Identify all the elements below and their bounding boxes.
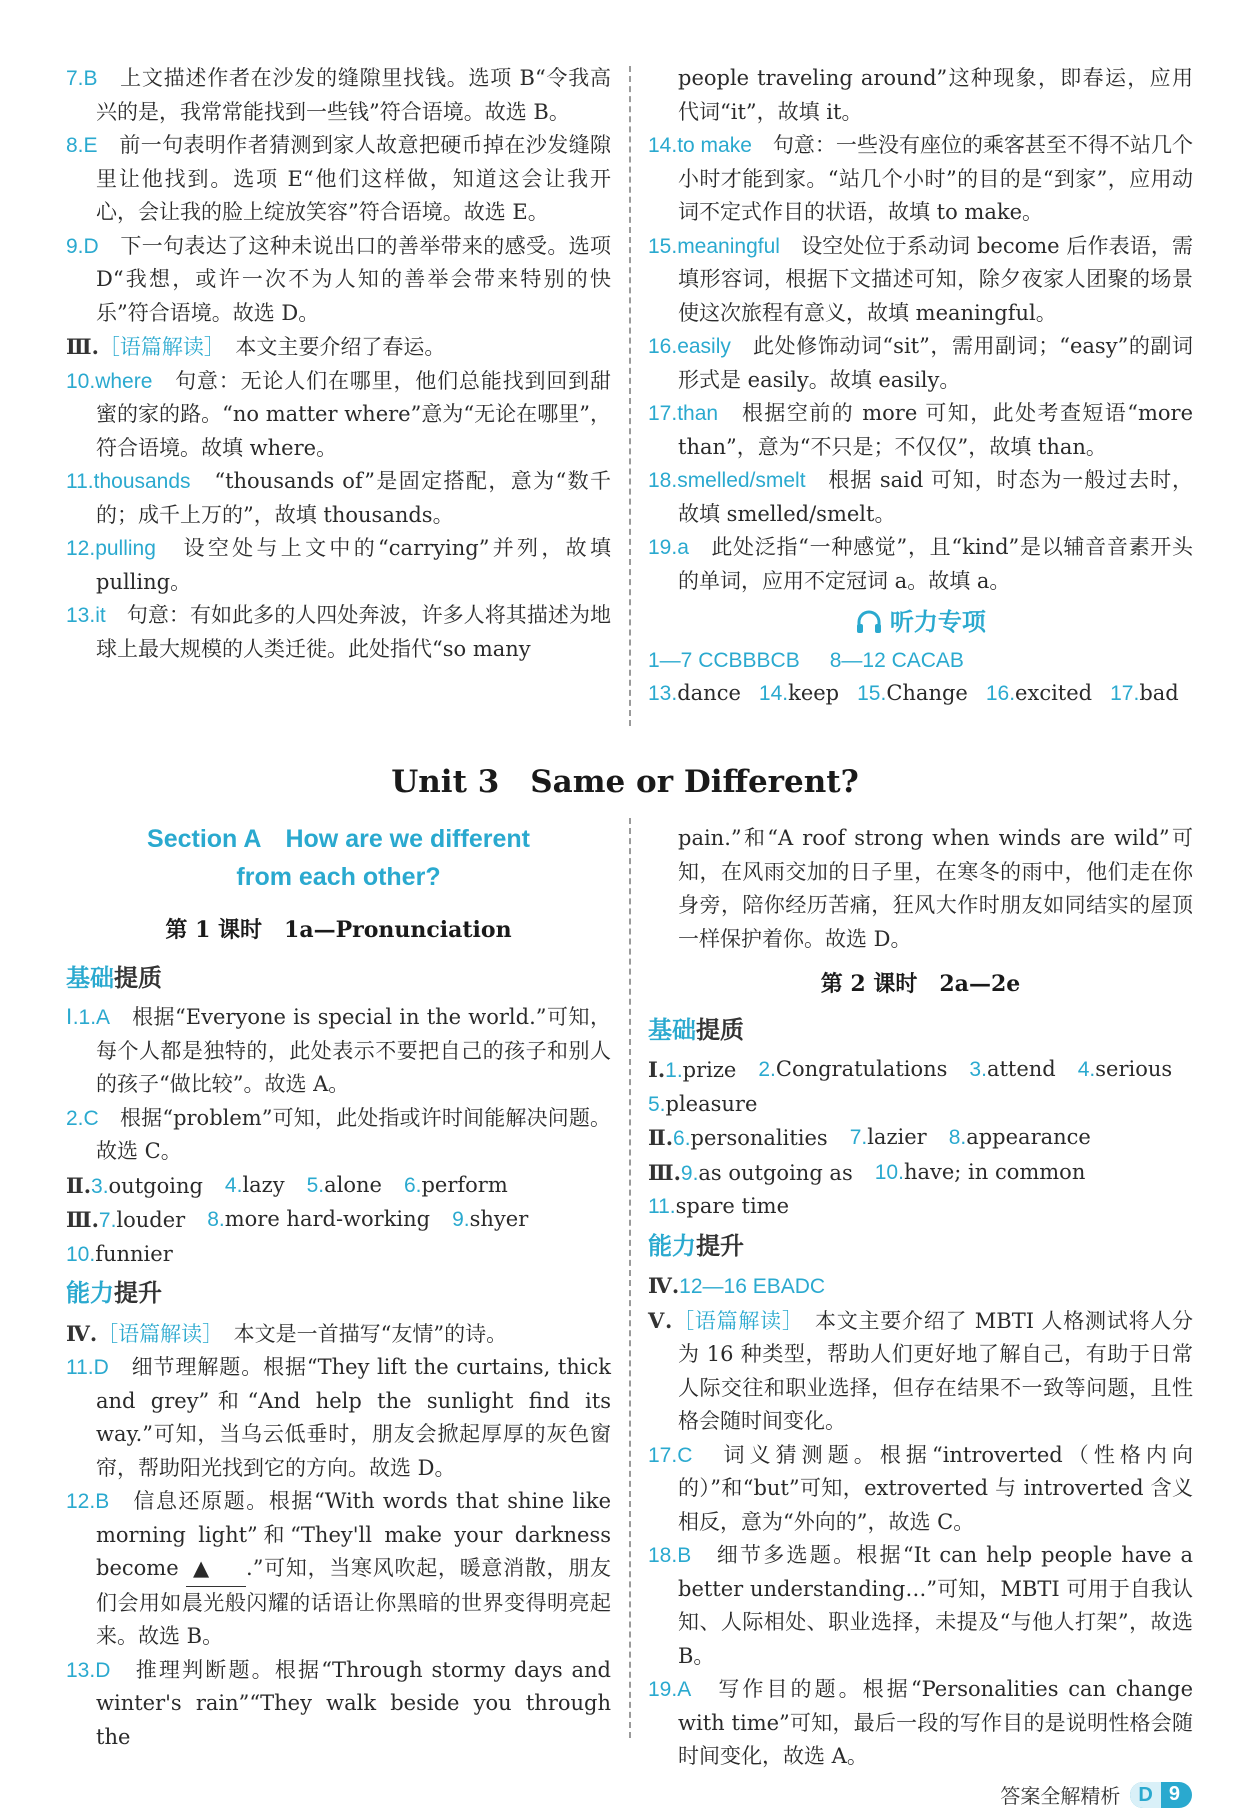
answer-item: 8.appearance (948, 1125, 1091, 1149)
lesson-2-heading: 第 2 课时 2a—2e (820, 971, 1021, 997)
top-left-item-0: 7.B 上文描述作者在沙发的缝隙里找钱。选项 B“令我高兴的是，我常常能找到一些钱”符合语境。故选 B。 (66, 66, 612, 124)
lesson-1-heading: 第 1 课时 1a—Pronunciation (165, 917, 512, 943)
answer-item: Ⅱ.6.personalities (648, 1125, 828, 1150)
answer-item: 4.lazy (224, 1172, 285, 1197)
lesson2-part-iii (648, 1156, 1193, 1224)
bottom-left-column (66, 914, 611, 1754)
answer-item: Ⅰ.1.prize (648, 1057, 737, 1082)
right-item-0: people traveling around”这种现象，即春运，应用代词“it”，故填 it。 (678, 66, 1193, 124)
lesson1-part-iii (66, 1203, 611, 1271)
answer-item: 8.more hard-working (207, 1207, 431, 1231)
answer-item: 17.bad (1110, 681, 1179, 705)
listening-row-1: 1—7 CCBBBCB 8—12 CACAB (648, 648, 964, 672)
page-badge: D 9 (1130, 1782, 1192, 1808)
listening-heading: 听力专项 (648, 606, 1193, 640)
answer-item: 4.serious (1077, 1057, 1173, 1081)
right-item-1: 14.to make 句意：一些没有座位的乘客甚至不得不站几个小时才能到家。“站几个小时”的目的是“到家”，应用动词不定式作目的状语，故填 to make。 (648, 133, 1194, 224)
section-iii-intro: Ⅲ.［语篇解读］ 本文主要介绍了春运。 (66, 334, 446, 359)
top-left-item-2: 9.D 下一句表达了这种未说出口的善举带来的感受。选项 D“我想，或许一次不为人知的善举会带来特别的快乐”符合语境。故选 D。 (66, 233, 612, 325)
listening-row-2 (648, 677, 1193, 711)
left-item-3: 13.it 句意：有如此多的人四处奔波，许多人将其描述为地球上最大规模的人类迁徙。此处指代“so many (66, 603, 611, 661)
jichu-heading-1: 基础提质 (66, 964, 162, 992)
unit-title: Unit 3 Same or Different? (391, 764, 859, 800)
answer-item: 2.Congratulations (758, 1057, 948, 1081)
lesson1-part-ii (66, 1169, 611, 1204)
right-item-5: 18.smelled/smelt 根据 said 可知，时态为一般过去时，故填 smelled/smelt。 (648, 468, 1193, 526)
answer-item: 5.alone (306, 1172, 382, 1197)
top-left-column (66, 62, 611, 666)
column-divider-bottom (629, 818, 631, 1738)
lesson1-part-iv-intro: Ⅳ.［语篇解读］ 本文是一首描写“友情”的诗。 (66, 1320, 508, 1346)
item-13-continued: pain.”和“A roof strong when winds are wild”可知，在风雨交加的日子里，在寒冬的雨中，他们走在你身旁，陪你经历苦痛，狂风大作时朋友如同结实的屋顶一样保护着你。故选 D。 (678, 826, 1193, 951)
page-number: 9 (1168, 1783, 1180, 1805)
right-item-2: 15.meaningful 设空处位于系动词 become 后作表语，需填形容词，根据下文描述可知，除夕夜家人团聚的场景使这次旅程有意义，故填 meaningful。 (648, 233, 1193, 325)
section-a-title: Section A How are we different from each other? (147, 825, 530, 891)
top-left-item-1: 8.E 前一句表明作者猜测到家人故意把硬币掉在沙发缝隙里让他找到。选项 E“他们这样做，知道这会让我开心，会让我的脸上绽放笑容”符合语境。故选 E。 (66, 133, 612, 224)
answer-item: 13.dance (648, 681, 741, 705)
answer-item: Ⅱ.3.outgoing (66, 1172, 203, 1198)
answer-item: 14.keep (758, 681, 840, 705)
lesson2-part-ii (648, 1121, 1193, 1156)
footer-label: 答案全解精析 (1000, 1784, 1121, 1808)
answer-item: Ⅲ.9.as outgoing as (648, 1159, 853, 1185)
nengli-heading-1: 能力提升 (66, 1280, 162, 1307)
column-divider-top (629, 66, 631, 726)
right-item-6: 19.a 此处泛指“一种感觉”，且“kind”是以辅音音素开头的单词，应用不定冠词 a。故填 a。 (648, 535, 1193, 593)
answer-item: 9.shyer (452, 1207, 529, 1231)
lesson1-item-12: 12.B 信息还原题。根据“With words that shine like morning light”和“They'll make your darkness become ▲ .”可知，当寒风吹起，暖意消散，朋友们会用如晨光般闪耀的话语让你黑暗的世界变得明亮起来。故选 B。 (66, 1489, 612, 1648)
answer-item: 7.lazier (849, 1125, 927, 1149)
lesson1-item-11: 11.D 细节理解题。根据“They lift the curtains, thick and grey”和“And help the sunlight find its way.”可知，当乌云低垂时，朋友会掀起厚厚的灰色窗帘，帮助阳光找到它的方向。故选 D。 (66, 1355, 611, 1480)
lesson1-part-i-item-1: 2.C 根据“problem”可知，此处指或许时间能解决问题。故选 C。 (66, 1105, 611, 1163)
answer-item: 10.funnier (66, 1241, 173, 1266)
right-item-4: 17.than 根据空前的 more 可知，此处考查短语“more than”，意为“不只是；不仅仅”，故填 than。 (648, 401, 1193, 459)
answer-item: 3.attend (969, 1057, 1056, 1081)
lesson2-part-v-item-2: 19.A 写作目的题。根据“Personalities can change with time”可知，最后一段的写作目的是说明性格会随时间变化，故选 A。 (648, 1677, 1193, 1768)
jichu-heading-2: 基础提质 (648, 1016, 744, 1044)
top-right-column (648, 62, 1193, 711)
answer-item: 5.pleasure (648, 1091, 758, 1116)
left-item-0: 10.where 句意：无论人们在哪里，他们总能找到回到甜蜜的家的路。“no matter where”意为“无论在哪里”，符合语境。故填 where。 (66, 368, 612, 460)
left-item-1: 11.thousands “thousands of”是固定搭配，意为“数千的；成千上万的”，故填 thousands。 (66, 469, 611, 527)
headphones-icon (855, 609, 890, 636)
lesson2-part-v-intro: Ⅴ.［语篇解读］ 本文主要介绍了 MBTI 人格测试将人分为 16 种类型，帮助人们更好地了解自己，有助于日常人际交往和职业选择，但存在结果不一致等问题，且性格会随时间变化。 (648, 1307, 1194, 1433)
answer-item: 6.perform (403, 1172, 508, 1197)
answer-item: 10.have; in common (874, 1159, 1086, 1184)
right-item-3: 16.easily 此处修饰动词“sit”，需用副词；“easy”的副词形式是 easily。故填 easily。 (648, 334, 1194, 392)
answer-item: 11.spare time (648, 1194, 790, 1218)
answer-item: Ⅲ.7.louder (66, 1207, 186, 1232)
page-footer (1000, 1780, 1192, 1809)
lesson1-part-i-item-0: Ⅰ.1.A 根据“Everyone is special in the world.”可知，每个人都是独特的，此处表示不要把自己的孩子和别人的孩子“做比较”。故选 A。 (66, 1005, 611, 1096)
lesson2-part-v-item-0: 17.C 词义猜测题。根据“introverted（性格内向的）”和“but”可知，extroverted 与 introverted 含义相反，意为“外向的”，故选 C。 (648, 1442, 1193, 1534)
lesson2-part-i (648, 1053, 1193, 1121)
left-item-2: 12.pulling 设空处与上文中的“carrying”并列，故填 pulling。 (66, 536, 611, 594)
lesson2-part-iv: Ⅳ.12—16 EBADC (648, 1273, 826, 1298)
lesson2-part-v-item-1: 18.B 细节多选题。根据“It can help people have a better understanding…”可知，MBTI 可用于自我认知、人际相处、职业选择，未提及“与他人打架”，故选 B。 (648, 1543, 1193, 1668)
nengli-heading-2: 能力提升 (648, 1232, 744, 1260)
answer-item: 16.excited (985, 681, 1093, 705)
lesson1-item-13: 13.D 推理判断题。根据“Through stormy days and winter's rain”“They walk beside you through the (66, 1657, 612, 1749)
answer-item: 15.Change (857, 681, 968, 705)
bottom-right-column (648, 822, 1193, 1774)
